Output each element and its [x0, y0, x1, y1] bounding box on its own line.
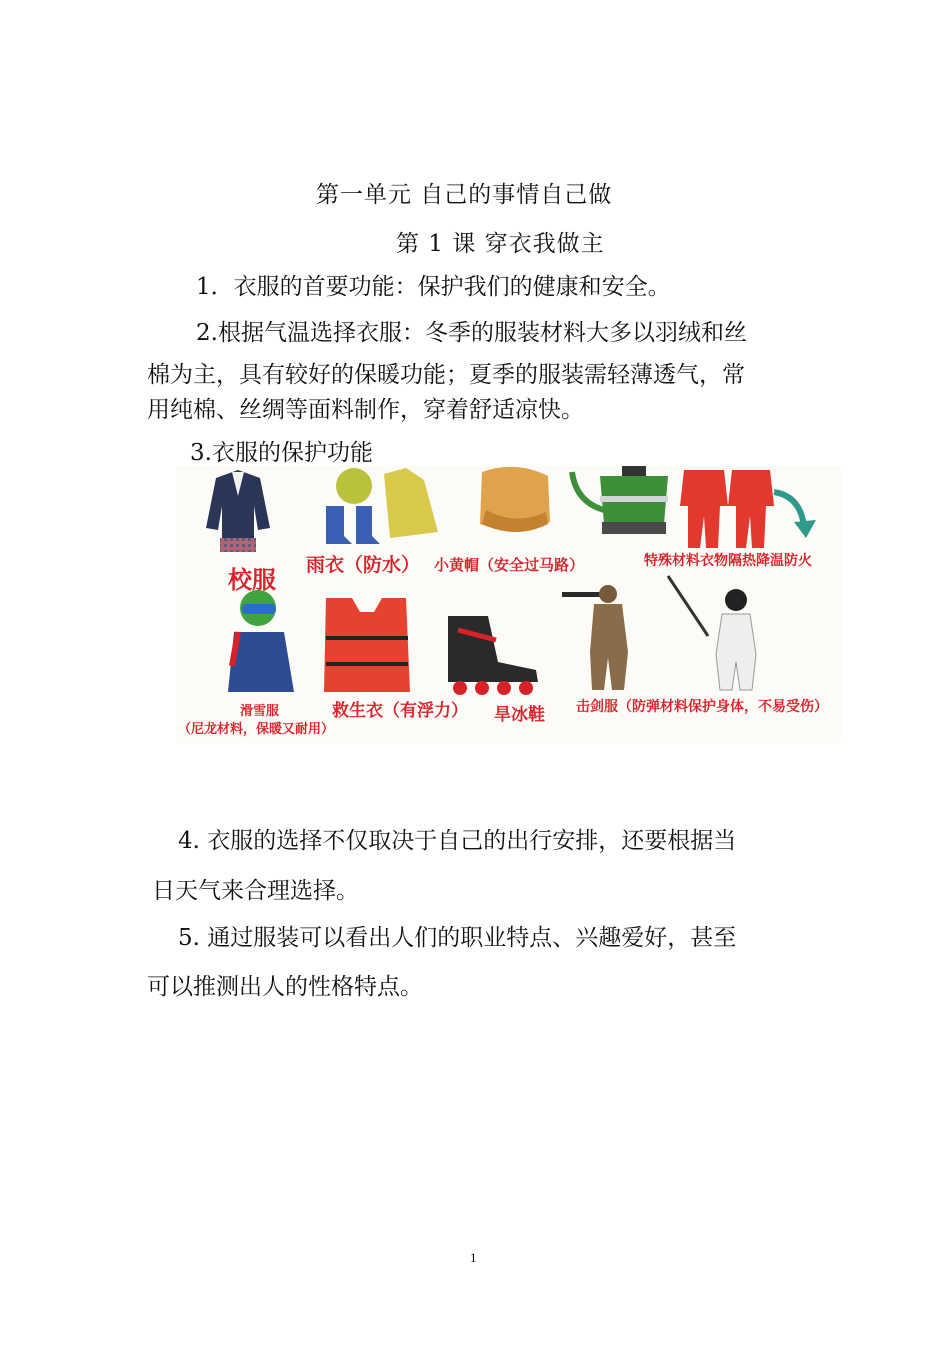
- caption-school-uniform: 校服: [228, 566, 276, 594]
- point-1: 1．衣服的首要功能：保护我们的健康和安全。: [196, 274, 671, 300]
- caption-life-jacket: 救生衣（有浮力）: [332, 701, 468, 721]
- point-5-line-1: 5. 通过服装可以看出人们的职业特点、兴趣爱好，甚至: [178, 925, 737, 951]
- fencer-image: [668, 576, 756, 690]
- point-2-line-3: 用纯棉、丝绸等面料制作，穿着舒适凉快。: [147, 397, 584, 423]
- lesson-title: 第 1 课 穿衣我做主: [396, 231, 605, 257]
- caption-ski-suit-note: （尼龙材料，保暖又耐用）: [178, 722, 335, 737]
- raincoat-image: [326, 468, 438, 544]
- caption-yellow-hat: 小黄帽（安全过马路）: [434, 556, 585, 574]
- point-3: 3.衣服的保护功能: [190, 440, 373, 466]
- green-arrow-icon: [572, 472, 604, 510]
- page-number: 1: [470, 1250, 477, 1265]
- roller-skate-image: [448, 616, 538, 695]
- caption-special-material: 特殊材料衣物隔热降温防火: [644, 553, 812, 569]
- point-2-line-2: 棉为主，具有较好的保暖功能；夏季的服装需轻薄透气，常: [147, 362, 745, 388]
- caption-raincoat: 雨衣（防水）: [306, 554, 421, 576]
- school-uniform-image: [206, 470, 270, 552]
- point-2-line-1: 2.根据气温选择衣服：冬季的服装材料大多以羽绒和丝: [196, 320, 747, 346]
- clothing-protection-figure: [176, 466, 841, 743]
- ski-suit-image: [228, 590, 294, 692]
- shooter-image: [562, 585, 628, 690]
- yellow-hat-image: [480, 467, 550, 532]
- caption-fencing-suit: 击剑服（防弹材料保护身体，不易受伤）: [576, 699, 828, 715]
- reflective-vest-image: [600, 466, 668, 534]
- unit-title: 第一单元 自己的事情自己做: [316, 182, 613, 208]
- caption-ski-suit: 滑雪服: [240, 704, 280, 719]
- life-jacket-image: [324, 598, 410, 692]
- point-5-line-2: 可以推测出人的性格特点。: [147, 974, 423, 1000]
- teal-arrow-icon: [774, 492, 816, 538]
- point-4-line-1: 4. 衣服的选择不仅取决于自己的出行安排，还要根据当: [178, 828, 737, 854]
- caption-skates: 旱冰鞋: [494, 705, 545, 725]
- point-4-line-2: 日天气来合理选择。: [152, 878, 359, 904]
- fireproof-suit-image: [680, 470, 774, 548]
